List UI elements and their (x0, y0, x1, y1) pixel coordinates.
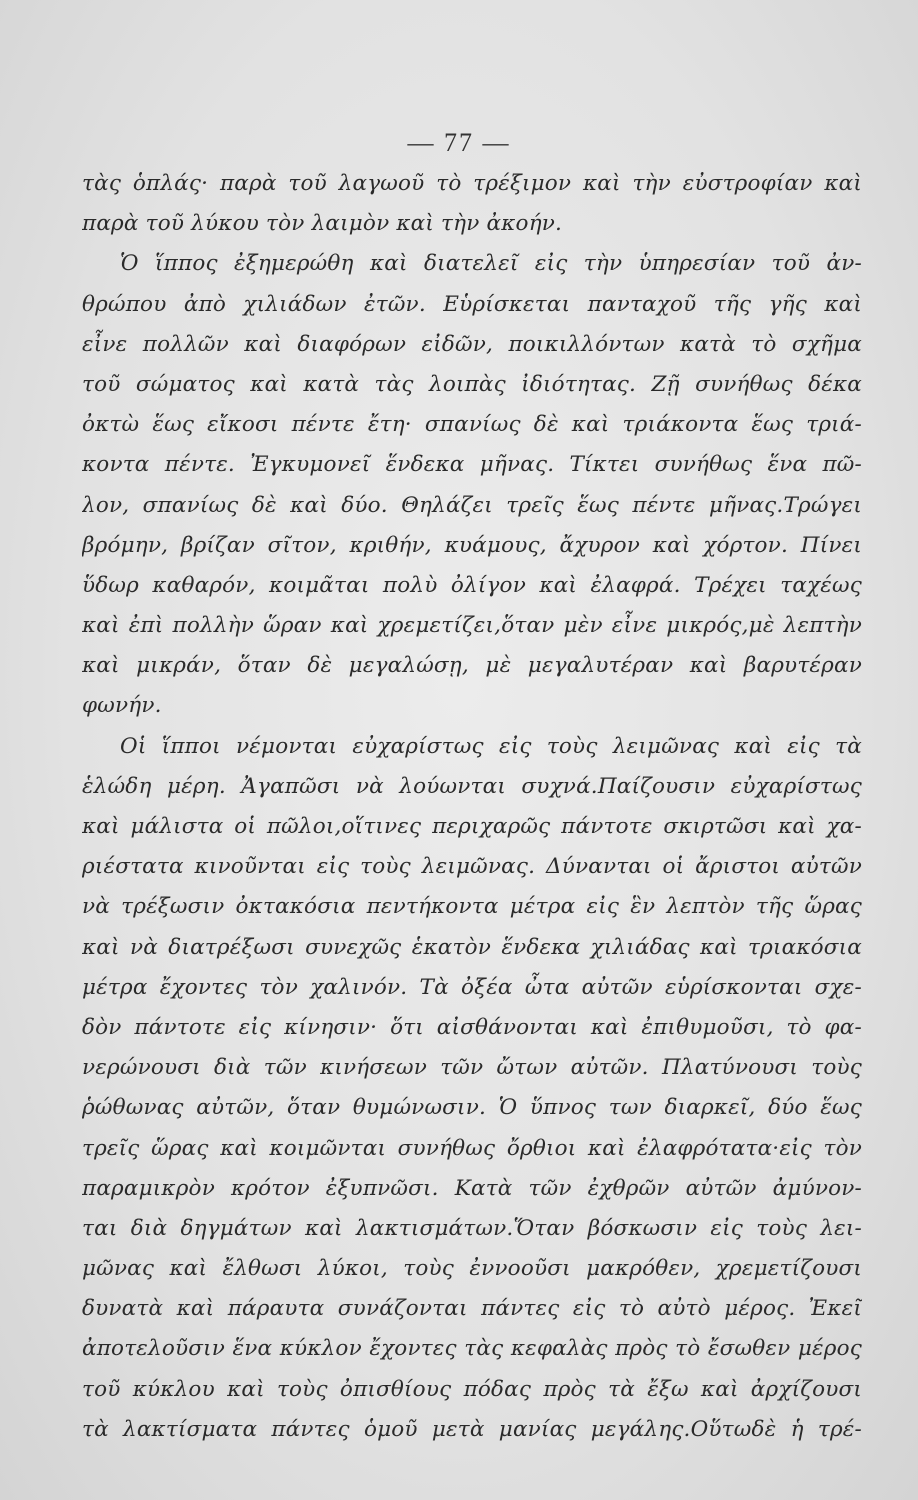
text-line: ὕδωρ καθαρόν, κοιμᾶται πολὺ ὀλίγον καὶ ἐλαφρά. Τρέχει ταχέως (82, 572, 862, 598)
text-line: νερώνουσι διὰ τῶν κινήσεων τῶν ὤτων αὐτῶν. Πλατύνουσι τοὺς (82, 1055, 862, 1081)
text-line: ἀποτελοῦσιν ἕνα κύκλον ἔχοντες τὰς κεφαλὰς πρὸς τὸ ἔσωθεν μέρος (82, 1336, 862, 1362)
text-line: παραμικρὸν κρότον ἐξυπνῶσι. Κατὰ τῶν ἐχθρῶν αὐτῶν ἀμύνον- (82, 1175, 862, 1201)
text-line: μέτρα ἔχοντες τὸν χαλινόν. Τὰ ὀξέα ὦτα αὐτῶν εὑρίσκονται σχε- (82, 974, 862, 1000)
text-line: ται διὰ δηγμάτων καὶ λακτισμάτων.Ὅταν βόσκωσιν εἰς τοὺς λει- (82, 1215, 862, 1241)
text-line: Ὁ ἵππος ἐξημερώθη καὶ διατελεῖ εἰς τὴν ὑπηρεσίαν τοῦ ἀν- (120, 251, 862, 277)
text-line: μῶνας καὶ ἔλθωσι λύκοι, τοὺς ἐννοοῦσι μακρόθεν, χρεμετίζουσι (82, 1256, 862, 1282)
text-line: φωνήν. (82, 693, 162, 719)
text-line: νὰ τρέξωσιν ὀκτακόσια πεντήκοντα μέτρα εἰς ἓν λεπτὸν τῆς ὥρας (82, 894, 862, 920)
text-line: εἶνε πολλῶν καὶ διαφόρων εἰδῶν, ποικιλλόντων κατὰ τὸ σχῆμα (82, 331, 862, 357)
text-line: παρὰ τοῦ λύκου τὸν λαιμὸν καὶ τὴν ἀκοήν. (82, 211, 563, 237)
text-line: ριέστατα κινοῦνται εἰς τοὺς λειμῶνας. Δύνανται οἱ ἄριστοι αὐτῶν (82, 854, 862, 880)
text-line: καὶ ἐπὶ πολλὴν ὥραν καὶ χρεμετίζει,ὅταν μὲν εἶνε μικρός,μὲ λεπτὴν (82, 613, 862, 639)
text-line: δὸν πάντοτε εἰς κίνησιν· ὅτι αἰσθάνονται καὶ ἐπιθυμοῦσι, τὸ φα- (82, 1014, 862, 1040)
page-number: — 77 — (407, 128, 511, 157)
text-line: βρόμην, βρίζαν σῖτον, κριθήν, κυάμους, ἄχυρον καὶ χόρτον. Πίνει (82, 532, 862, 558)
text-line: τρεῖς ὥρας καὶ κοιμῶνται συνήθως ὄρθιοι καὶ ἐλαφρότατα·εἰς τὸν (82, 1135, 862, 1161)
text-line: τὰς ὁπλάς· παρὰ τοῦ λαγωοῦ τὸ τρέξιμον καὶ τὴν εὐστροφίαν καὶ (82, 171, 862, 196)
text-line: ὀκτὼ ἕως εἴκοσι πέντε ἔτη· σπανίως δὲ καὶ τριάκοντα ἕως τριά- (82, 412, 862, 438)
text-line: καὶ μικράν, ὅταν δὲ μεγαλώσῃ, μὲ μεγαλυτέραν καὶ βαρυτέραν (82, 653, 862, 679)
text-line: ῥώθωνας αὐτῶν, ὅταν θυμώνωσιν. Ὁ ὕπνος των διαρκεῖ, δύο ἕως (82, 1095, 862, 1121)
text-line: ἑλώδη μέρη. Ἀγαπῶσι νὰ λούωνται συχνά.Παίζουσιν εὐχαρίστως (82, 773, 862, 799)
text-line: Οἱ ἵπποι νέμονται εὐχαρίστως εἰς τοὺς λειμῶνας καὶ εἰς τὰ (120, 733, 862, 759)
text-line: τοῦ κύκλου καὶ τοὺς ὀπισθίους πόδας πρὸς τὰ ἔξω καὶ ἀρχίζουσι (82, 1376, 862, 1402)
text-line: καὶ νὰ διατρέξωσι συνεχῶς ἑκατὸν ἕνδεκα χιλιάδας καὶ τριακόσια (82, 934, 862, 960)
body-text (82, 164, 862, 1450)
text-line: κοντα πέντε. Ἐγκυμονεῖ ἕνδεκα μῆνας. Τίκτει συνήθως ἕνα πῶ- (82, 452, 862, 478)
text-line: καὶ μάλιστα οἱ πῶλοι,οἵτινες περιχαρῶς πάντοτε σκιρτῶσι καὶ χα- (82, 814, 862, 839)
text-line: τοῦ σώματος καὶ κατὰ τὰς λοιπὰς ἰδιότητας. Ζῇ συνήθως δέκα (82, 371, 862, 397)
text-line: λον, σπανίως δὲ καὶ δύο. Θηλάζει τρεῖς ἕως πέντε μῆνας.Τρώγει (82, 492, 862, 518)
text-line: δυνατὰ καὶ πάραυτα συνάζονται πάντες εἰς τὸ αὐτὸ μέρος. Ἐκεῖ (82, 1296, 862, 1322)
text-line: θρώπου ἀπὸ χιλιάδων ἐτῶν. Εὑρίσκεται πανταχοῦ τῆς γῆς καὶ (82, 291, 862, 317)
text-line: τὰ λακτίσματα πάντες ὁμοῦ μετὰ μανίας μεγάλης.Οὕτωδὲ ἡ τρέ- (82, 1416, 862, 1442)
